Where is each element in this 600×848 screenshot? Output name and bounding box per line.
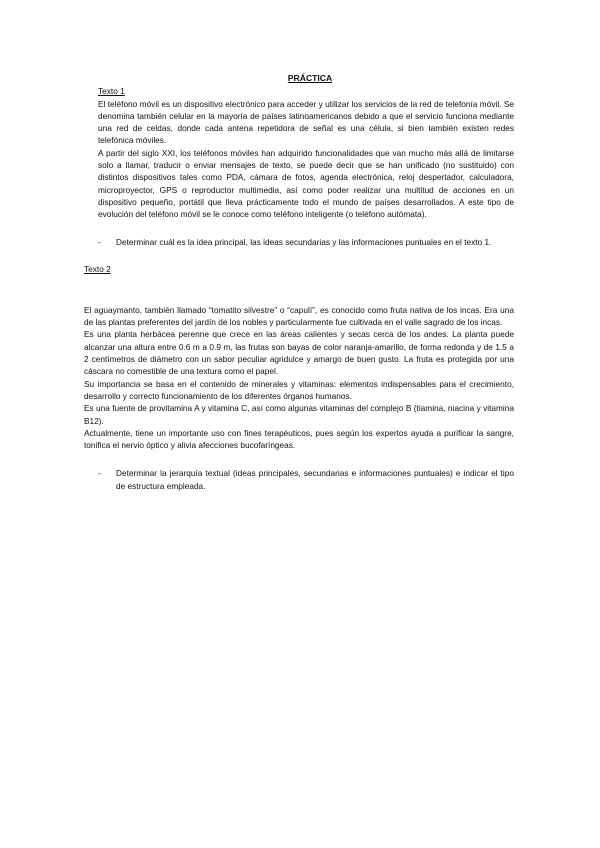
texto2-paragraph: El aguaymanto, también llamado “tomatito silvestre” o “capulí”, es conocido como fruta nativa de los incas. Era una de las plantas preferentes del jardín de los nobles y particularmente fue cultivada en el valle sagrado de los incas. — [84, 304, 514, 328]
texto2-paragraph: Es una fuente de provitamina A y vitamina C, así como algunas vitaminas del complejo B (tiamina, niacina y vitamina B12). — [84, 403, 514, 426]
texto2-heading-row — [84, 248, 514, 274]
texto1-paragraph: El teléfono móvil es un dispositivo electrónico para acceder y utilizar los servicios de la red de telefonía móvil. Se denomina también celular en la mayoría de países latinoamericanos debido a que el servicio funciona mediante una red de celdas, donde cada antena repetidora de señal es una célula, si bien también existen redes telefónica móviles. — [98, 98, 514, 146]
texto2-paragraph: Su importancia se basa en el contenido de minerales y vitaminas: elementos indispensables para el crecimiento, desarrollo y correcto funcionamiento de los diferentes órganos humanos. — [84, 378, 514, 401]
task-text: Determinar la jerarquía textual (ideas principales, secundarias e informaciones puntuales) e indicar el tipo de estructura empleada. — [116, 468, 514, 491]
task-bullet: - — [98, 468, 101, 479]
texto2-task — [98, 467, 514, 492]
document-title: PRÁCTICA — [287, 73, 333, 83]
texto2-body — [84, 304, 514, 492]
texto2-heading: Texto 2 — [84, 263, 111, 274]
texto2-paragraph: Es una planta herbácea perenne que crece en las áreas calientes y secas cerca de los andes. La planta puede alcanzar una altura entre 0.6 m a 0.9 m, las frutas son bayas de color naranja-amarillo, de forma redonda y de 1.5 a 2 centímetros de diámetro con un sabor peculiar agridulce y amargo de buen gusto. La fruta es protegida por una cáscara no comestible de una textura como el papel. — [84, 329, 514, 377]
texto1-paragraph: A partir del siglo XXI, los teléfonos móviles han adquirido funcionalidades que van mucho más allá de limitarse solo a llamar, traducir o enviar mensajes de texto, se puede decir que se han unificado (no sustituido) con distintos dispositivos tales como PDA, cámara de fotos, agenda electrónica, reloj despertador, calculadora, microproyector, GPS o reproductor multimedia, así como poder realizar una multitud de acciones en un dispositivo pequeño, portátil que lleva prácticamente todo el mundo de países desarrollados. A este tipo de evolución del teléfono móvil se le conoce como teléfono inteligente (o teléfono autómata). — [98, 147, 514, 220]
task-bullet: - — [98, 236, 101, 247]
document-body — [84, 72, 514, 492]
texto1-heading: Texto 1 — [98, 86, 125, 97]
texto1-task — [98, 236, 514, 248]
texto2-paragraph: Actualmente, tiene un importante uso con fines terapéuticos, pues según los expertos ayuda a purificar la sangre, tonifica el nervio óptico y alivia afecciones bucofaríngeas. — [84, 427, 514, 451]
task-text: Determinar cuál es la idea principal, las ideas secundarias y las informaciones puntuales en el texto 1. — [116, 236, 492, 247]
